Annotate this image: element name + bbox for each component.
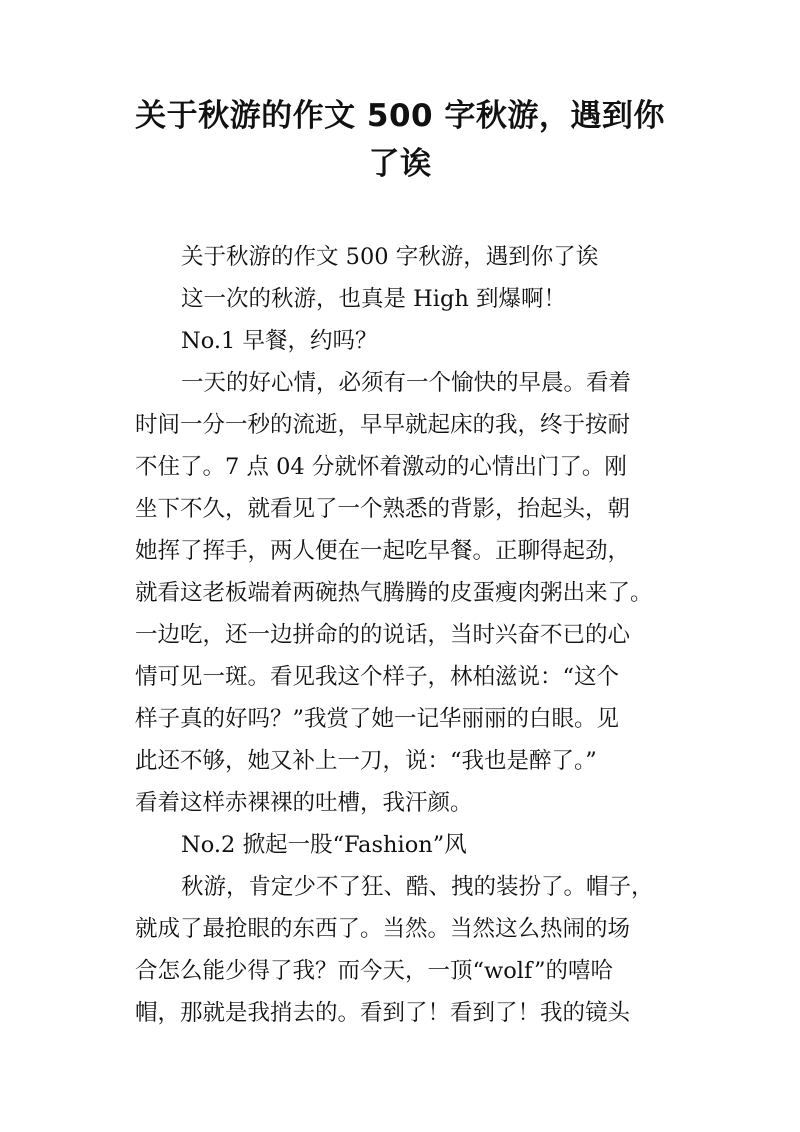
text-line: 不住了。7 点 04 分就怀着激动的心情出门了。刚 bbox=[135, 454, 627, 480]
text-line: 情可见一斑。看见我这个样子，林柏滋说：“这个 bbox=[135, 664, 620, 690]
text-line: 帽，那就是我捎去的。看到了！看到了！我的镜头 bbox=[135, 1000, 631, 1026]
text-line: 这一次的秋游，也真是 High 到爆啊！ bbox=[181, 286, 567, 312]
text-line: 样子真的好吗？”我赏了她一记华丽丽的白眼。见 bbox=[135, 706, 620, 732]
text-line: 她挥了挥手，两人便在一起吃早餐。正聊得起劲， bbox=[135, 538, 631, 564]
text-line: 关于秋游的作文 500 字秋游，遇到你了诶 bbox=[181, 244, 599, 270]
text-line: No.1 早餐，约吗？ bbox=[181, 328, 378, 354]
text-line: 合怎么能少得了我？而今天，一顶“wolf”的嘻哈 bbox=[135, 958, 613, 984]
document-title bbox=[100, 92, 700, 188]
title-line: 关于秋游的作文 500 字秋游，遇到你 bbox=[135, 98, 665, 134]
text-line: No.2 掀起一股“Fashion”风 bbox=[181, 832, 467, 858]
text-line: 就看这老板端着两碗热气腾腾的皮蛋瘦肉粥出来了。 bbox=[135, 580, 653, 606]
document-body bbox=[135, 236, 680, 1034]
text-line: 一天的好心情，必须有一个愉快的早晨。看着 bbox=[181, 370, 632, 396]
text-line: 秋游，肯定少不了狂、酷、拽的装扮了。帽子， bbox=[181, 874, 654, 900]
text-line: 一边吃，还一边拼命的的说话，当时兴奋不已的心 bbox=[135, 622, 631, 648]
text-line: 时间一分一秒的流逝，早早就起床的我，终于按耐 bbox=[135, 412, 631, 438]
text-line: 就成了最抢眼的东西了。当然。当然这么热闹的场 bbox=[135, 916, 631, 942]
title-line: 了诶 bbox=[368, 146, 432, 182]
text-line: 此还不够，她又补上一刀，说：“我也是醉了。” bbox=[135, 748, 597, 774]
text-line: 坐下不久，就看见了一个熟悉的背影，抬起头，朝 bbox=[135, 496, 631, 522]
text-line: 看着这样赤裸裸的吐槽，我汗颜。 bbox=[135, 790, 473, 816]
